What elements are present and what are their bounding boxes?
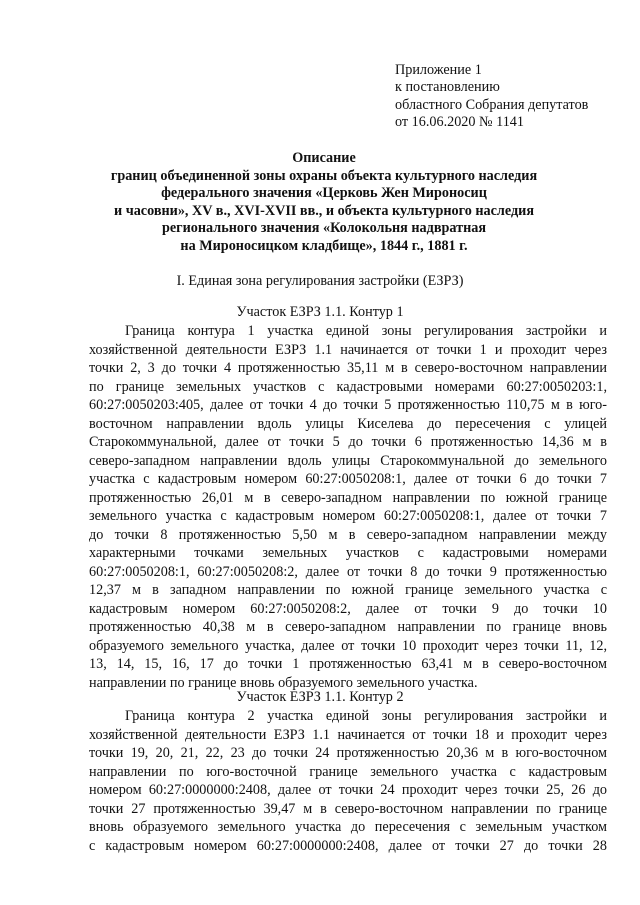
paragraph-line: восточном направлении вдоль улицы Киселева до пересечения с улицей [89, 415, 607, 432]
paragraph-line: характерными точками земельных участков с кадастровыми номерами [89, 545, 607, 561]
title-line: Описание [292, 150, 356, 166]
section-heading: I. Единая зона регулирования застройки (ЕЗРЗ) [176, 273, 464, 289]
title-line: на Мироносицком кладбище», 1844 г., 1881 г. [180, 237, 468, 254]
paragraph-line: земельного участка с кадастровым номером 60:27:0050208:1, далее от точки 7 [89, 508, 607, 524]
paragraph-line: с кадастровым номером 60:27:0000000:2408, далее от точки 27 до точки 28 [89, 837, 607, 854]
paragraph-line: 60:27:0050203:405, далее от точки 4 до точки 5 протяженностью 110,75 м в юго- [89, 397, 607, 413]
paragraph-line: 13, 14, 15, 16, 17 до точки 1 протяженностью 63,41 м в северо-восточном [89, 656, 607, 672]
paragraph-line: вновь образуемого земельного участка до пересечения с земельным участком [89, 819, 607, 835]
paragraph-line: направлении по юго-восточной границе земельного участка с кадастровым [89, 763, 607, 780]
paragraph-line: Граница контура 2 участка единой зоны регулирования застройки и [125, 708, 607, 724]
paragraph-line: участка с кадастровым номером 60:27:0050208:1, далее от точки 6 до точки 7 [89, 471, 607, 487]
paragraph-line: точки 27 протяженностью 39,47 м в северо-восточном направлении по границе [89, 800, 607, 817]
paragraph-line: 12,37 м в западном направлении по южной границе земельного участка с [89, 582, 607, 598]
paragraph-line: по границе земельных участков с кадастровыми номерами 60:27:0050203:1, [89, 378, 607, 395]
paragraph-line: Граница контура 1 участка единой зоны регулирования застройки и [125, 323, 607, 339]
appendix-line: к постановлению [395, 79, 500, 96]
title-line: федерального значения «Церковь Жен Мироносиц [161, 185, 487, 202]
appendix-line: Приложение 1 [395, 62, 482, 78]
paragraph-line: точки 2, 3 до точки 4 протяженностью 35,11 м в северо-восточном направлении [89, 360, 607, 376]
paragraph-line: северо-западном направлении вдоль улицы Старокоммунальной до земельного [89, 452, 607, 469]
paragraph-line: кадастровым номером 60:27:0050208:2, далее от точки 9 до точки 10 [89, 600, 607, 617]
contour-2-heading: Участок ЕЗРЗ 1.1. Контур 2 [236, 689, 404, 705]
paragraph-line: протяженностью 40,38 м в северо-западном направлении по границе вновь [89, 619, 607, 635]
appendix-line: областного Собрания депутатов [395, 96, 589, 113]
contour-2-paragraph [89, 707, 607, 855]
paragraph-line: точки 19, 20, 21, 22, 23 до точки 24 протяженностью 20,36 м в юго-восточном [89, 745, 607, 761]
paragraph-line: номером 60:27:0000000:2408, далее от точки 24 проходит через точки 25, 26 до [89, 782, 607, 798]
paragraph-line: образуемого земельного участка, далее от точки 10 проходит через точки 11, 12, [89, 637, 607, 654]
title-line: границ объединенной зоны охраны объекта культурного наследия [110, 167, 538, 184]
document-title [88, 150, 560, 256]
contour-1-heading: Участок ЕЗРЗ 1.1. Контур 1 [236, 304, 404, 320]
paragraph-line: протяженностью 26,01 м в северо-западном направлении по южной границе [89, 489, 607, 506]
paragraph-line: направлении по границе вновь образуемого земельного участка. [89, 674, 478, 691]
contour-1-paragraph [89, 322, 607, 692]
paragraph-line: до точки 8 протяженностью 5,50 м в северо-западном направлении между [89, 526, 607, 543]
title-line: и часовни», XV в., XVI-XVII вв., и объекта культурного наследия [113, 202, 535, 219]
paragraph-line: хозяйственной деятельности ЕЗРЗ 1.1 начинается от точки 1 и проходит через [89, 341, 607, 358]
paragraph-line: Старокоммунальной, далее от точки 5 до точки 6 протяженностью 14,36 м в [89, 434, 607, 450]
paragraph-line: 60:27:0050208:1, 60:27:0050208:2, далее от точки 8 до точки 9 протяженностью [89, 563, 607, 580]
paragraph-line: хозяйственной деятельности ЕЗРЗ 1.1 начинается от точки 18 и проходит через [89, 726, 607, 743]
appendix-block [395, 62, 588, 132]
appendix-line: от 16.06.2020 № 1141 [395, 114, 524, 131]
title-line: регионального значения «Колокольня надвратная [161, 220, 487, 237]
